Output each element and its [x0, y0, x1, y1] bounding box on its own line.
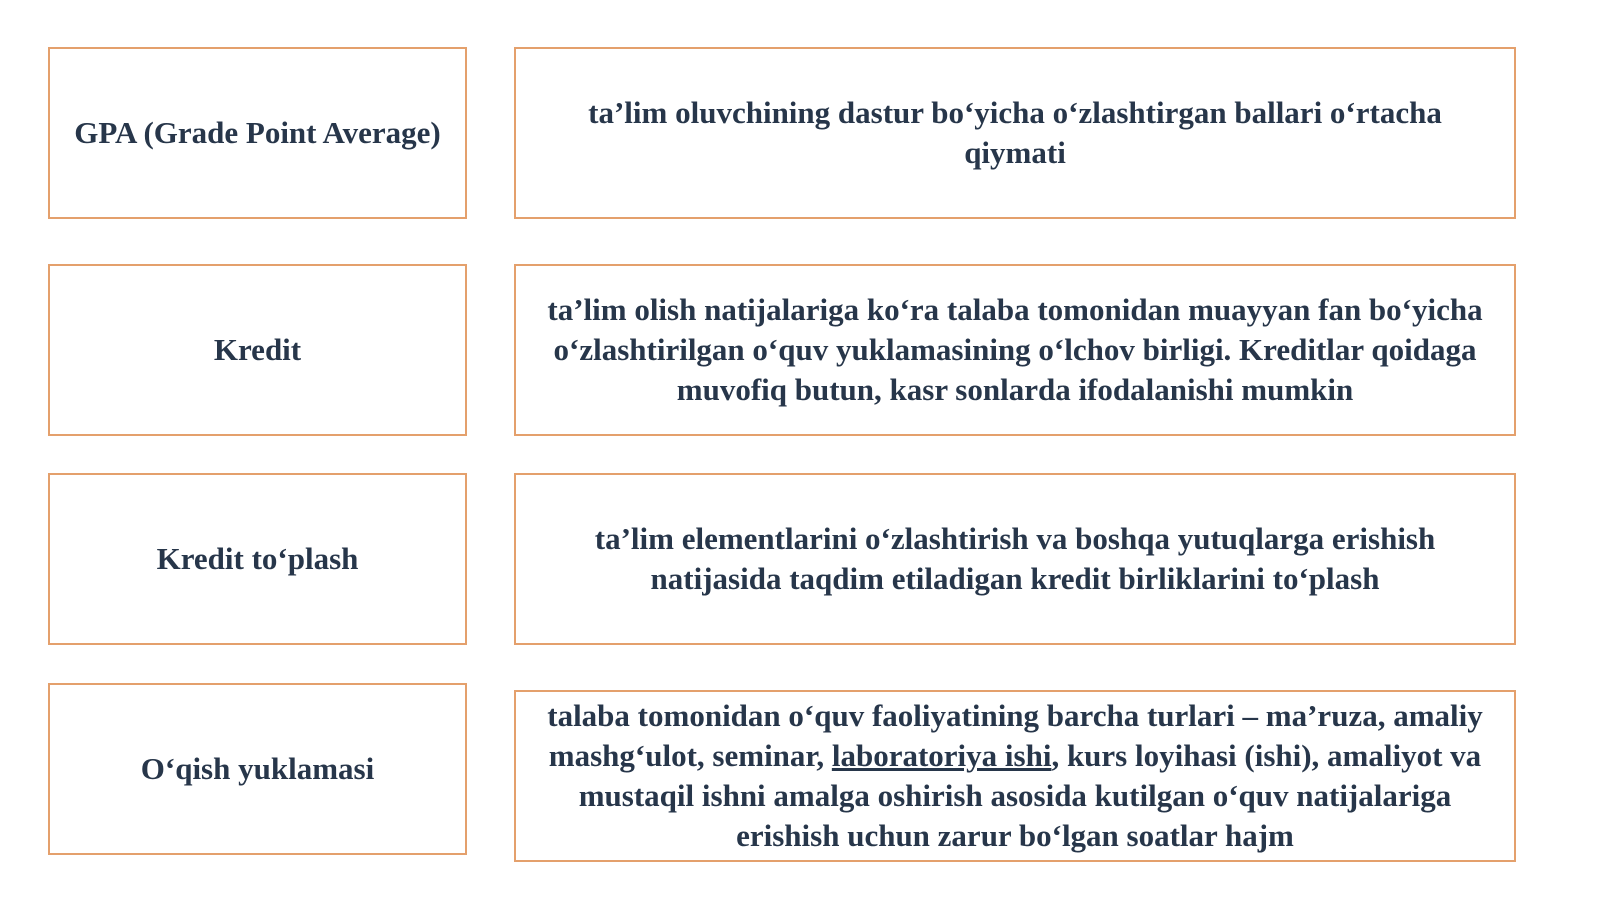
term-box-kredit-toplash	[48, 473, 467, 645]
term-label: O‘qish yuklamasi	[140, 751, 375, 786]
term-label: Kredit to‘plash	[156, 541, 359, 576]
definition-text-start: talaba tomonidan o‘quv faoliyatining barcha turlari – ma’ruza, amaliy mashg‘ulot, seminar,	[547, 698, 1483, 773]
definition-box-kredit	[514, 264, 1516, 436]
term-box-kredit	[48, 264, 467, 436]
definition-text: ta’lim elementlarini o‘zlashtirish va boshqa yutuqlarga erishish natijasida taqdim etiladigan kredit birliklarini to‘plash	[594, 521, 1436, 596]
definition-text: ta’lim olish natijalariga ko‘ra talaba tomonidan muayyan fan bo‘yicha o‘zlashtirilgan o‘quv yuklamasining o‘lchov birligi. Kreditlar qoidaga muvofiq butun, kasr sonlarda ifodalanishi mumkin	[547, 292, 1483, 407]
definition-text	[540, 696, 1490, 856]
definition-text-end: , kurs loyihasi (ishi), amaliyot va mustaqil ishni amalga oshirish asosida kutilgan o‘quv natijalariga erishish uchun zarur bo‘lgan soatlar hajm	[578, 738, 1482, 853]
laboratoriya-ishi-link[interactable]: laboratoriya ishi	[831, 738, 1052, 773]
definition-box-oqish-yuklamasi	[514, 690, 1516, 862]
term-label: GPA (Grade Point Average)	[74, 115, 441, 150]
definition-box-gpa	[514, 47, 1516, 219]
term-box-oqish-yuklamasi	[48, 683, 467, 855]
term-box-gpa	[48, 47, 467, 219]
definition-text: ta’lim oluvchining dastur bo‘yicha o‘zlashtirgan ballari o‘rtacha qiymati	[588, 95, 1442, 170]
term-label: Kredit	[213, 332, 302, 367]
definition-box-kredit-toplash	[514, 473, 1516, 645]
